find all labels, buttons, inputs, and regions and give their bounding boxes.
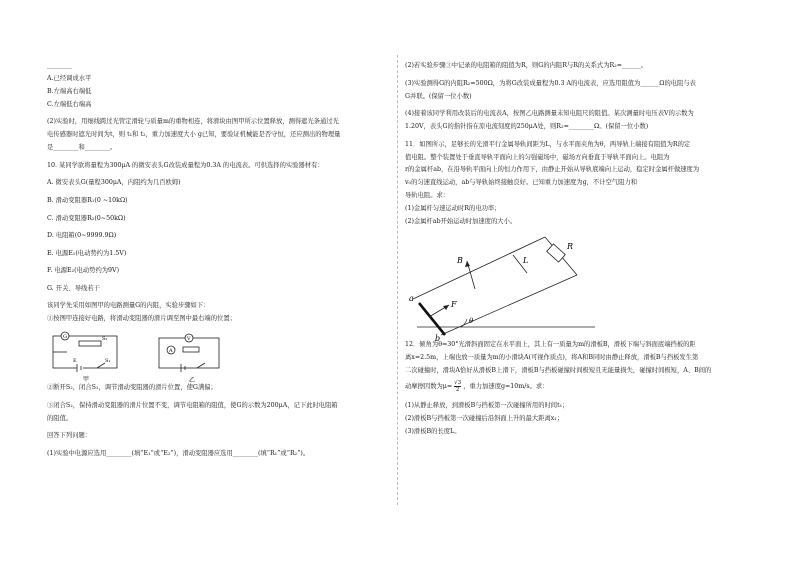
step-2: ②断开S₂，闭合S₁，调节滑动变阻器的滑片位置，使G满偏； (47, 384, 217, 392)
q11-part2: (2)金属杆ab开始运动时加速度的大小。 (405, 218, 517, 226)
q10-part4-line2: 1.20V，表头G的指针指在原电流刻度的250μA处，则R₂=________Ω。(保留一位小数) (405, 123, 649, 130)
q12-part2: (2)滑板B与挡板第一次碰撞后沿斜面上升的最大距离x₁； (405, 414, 564, 422)
label-f: F (451, 299, 457, 309)
magnetic-field-arrowhead (465, 261, 470, 267)
label-l: L (523, 255, 529, 265)
q10-part2: (2)若实验步骤③中记录的电阻箱的阻值为R，则G的内阻R与R的关系式为R₂=______。 (405, 62, 648, 69)
circuit-yi-v: V (187, 336, 191, 343)
q10-part4-line1: (4)接着该同学利用改装后的电流表A，按图乙电路测量未知电阻尺的阻值。某次测量时电压表V的示数为 (405, 110, 694, 118)
equipment-b: B. 滑动变阻器R₁(0 ~10kΩ) (47, 196, 128, 204)
answer-intro: 回答下列问题： (47, 432, 92, 440)
q12-friction-fraction (454, 380, 461, 393)
step-3: ③闭合S₂，保持滑动变阻器的滑片位置不变，调节电阻箱的阻值，使G的示数为200μA，记下此时电阻箱 (47, 401, 338, 409)
option-b: B.左端高右端低 (47, 87, 92, 95)
q9-part2-line3: 是________和________。 (47, 144, 117, 152)
circuit-yi-caption: 乙 (189, 377, 196, 385)
q11-line2: 值电阻。整个装置处于垂直导轨平面向上的匀强磁场中，磁场方向垂直于导轨平面向上。电阻为 (405, 153, 670, 161)
q10-part3-line1: (3)实验测得G的内阻R₂=500Ω，为将G改装成量程为0.3 A的电流表，应选用阻值为______Ω的电阻与表 (405, 79, 696, 87)
fraction-denominator: 2 (455, 386, 460, 393)
q11-line4: v₀的匀速直线运动，ab与导轨始终接触良好。已知重力加速度为g，不计空气阻力和 (405, 179, 637, 187)
circuit-yi-a: A (169, 348, 173, 355)
q10-part3-line2: G并联。(保留一位小数) (405, 92, 472, 100)
option-a: A.已经调成水平 (47, 74, 92, 82)
equipment-g: G. 开关、导线若干 (47, 284, 100, 292)
q10-part1: (1)实验中电源应选用________(填“E₁”或“E₂”)，滑动变阻器应选用________(填“R₁”或“R₂”)。 (47, 449, 310, 457)
label-a: a (409, 293, 414, 303)
q12-line3: 二次碰撞时，滑块A恰好从滑板B上滑下，滑板B与挡板碰撞时间极短且无能量损失，碰撞时间极短，A、B间的 (405, 366, 712, 374)
column-divider (397, 55, 398, 505)
label-b-field: B (457, 255, 463, 265)
right-column (405, 62, 755, 441)
force-arrowhead (443, 305, 449, 310)
equipment-c: C. 滑动变阻器R₂(0~50kΩ) (47, 214, 126, 222)
rail-lines (413, 237, 595, 335)
q11-line1: 11．如图所示，足够长的光滑平行金属导轨间距为L，与水平面夹角为θ，两导轨上端接有阻值为R的定 (405, 140, 691, 148)
circuit-diagrams (47, 328, 227, 384)
step-3-cont: 的阻值。 (47, 414, 73, 422)
q12-friction-prefix: 动摩擦因数为μ= (405, 382, 453, 390)
q12-friction-suffix: ，重力加速度g=10m/s。求： (463, 382, 549, 390)
q11-line5: 导轨电阻。求： (405, 192, 450, 200)
q12-line2: 离x=2.5m，上端也放一质量为m的小滑块A(可视作质点)，将A和B同时由静止释放，滑板B与挡板发生第 (405, 353, 699, 361)
method-intro: 该同学先采用如图甲的电路测量G的内阻，实验步骤如下： (47, 302, 210, 310)
q9-part2-line2: 电传感器时遮光时间为t，则 t₁和 t₂，重力加速度大小 g已知，要验证机械能是否守恒，还应测出的物理量 (47, 131, 341, 139)
circuit-jia-s1: S₁ (105, 358, 111, 365)
q12-line4 (405, 380, 755, 393)
equipment-e: E. 电源E₁(电动势约为1.5V) (47, 249, 127, 257)
fraction-numerator: √3 (454, 379, 462, 386)
step-1: ①按图甲连接好电路，将滑动变阻器的滑片调至图中最右端的位置； (47, 315, 236, 323)
option-c: C.左端低右端高 (47, 100, 92, 108)
equipment-d: D. 电阻箱(0~9999.9Ω) (47, 232, 117, 240)
label-b-end: b (435, 333, 441, 341)
answer-blank-line: ________ (47, 62, 73, 69)
label-r: R (567, 241, 574, 251)
incline-rail-diagram (405, 231, 605, 341)
q9-part2-line1: (2)实验时，用细线跨过光管定滑轮与质量m的重物相连，将滑块由图甲所示位置释放，测得遮光条通过光 (47, 118, 339, 126)
q12-line1: 12．倾角为θ=30°光滑斜面固定在水平面上，其上有一质量为m的滑板B，滑板下端与斜面底端挡板的距 (405, 340, 696, 348)
q11-part1: (1)金属杆匀速运动时R的电功率； (405, 205, 501, 213)
equipment-f: F. 电源E₂(电动势约为9V) (47, 267, 120, 275)
q11-line3: r的金属杆ab，在沿导轨平面向上的恒力作用下，由静止开始从导轨底端向上运动，稳定时金属杆做速度为 (405, 166, 700, 174)
q12-part1: (1)从静止释放，到滑板B与挡板第一次碰撞所用的时间t₁； (405, 401, 569, 409)
q12-part3: (3)滑板B的长度L。 (405, 427, 461, 435)
metal-rod-ab (419, 303, 445, 335)
circuit-jia-e: E (73, 358, 77, 365)
equipment-a: A. 微安表头G(量程300μA，内阻约为几百欧姆) (47, 179, 181, 187)
left-column (47, 62, 392, 468)
circuit-jia-caption: 甲 (83, 376, 90, 384)
q10-title: 10. 某同学欲将量程为300μA 的微安表头G改装成量程为0.3A 的电流表。可供选择的实验器材有： (47, 161, 324, 169)
circuit-jia-s2: S₂ (102, 336, 108, 343)
label-theta: θ (469, 316, 474, 325)
circuit-jia-g-label: G (63, 334, 67, 341)
